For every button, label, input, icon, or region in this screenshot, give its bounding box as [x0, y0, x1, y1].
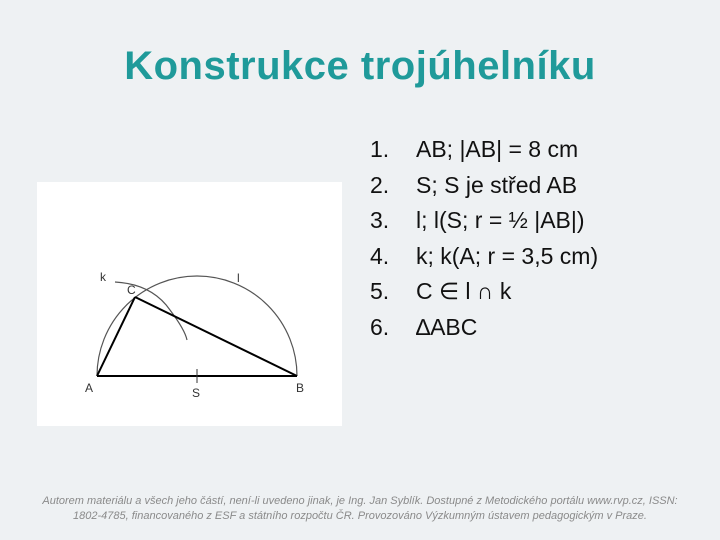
label-a: A: [85, 381, 94, 395]
step-text: l; l(S; r = ½ |AB|): [416, 207, 585, 234]
construction-steps-list: [370, 132, 598, 345]
page-title: Konstrukce trojúhelníku: [124, 44, 596, 88]
step-number: 2.: [370, 171, 390, 198]
step-text: AB; |AB| = 8 cm: [416, 136, 579, 163]
label-k: k: [100, 270, 106, 284]
step-number: 4.: [370, 242, 390, 269]
label-s: S: [192, 386, 201, 400]
label-b: B: [296, 381, 305, 395]
step-text: ∆ABC: [416, 313, 478, 340]
segment-cb: [135, 297, 297, 376]
list-item: [370, 132, 598, 168]
list-item: [370, 310, 598, 346]
triangle-construction-figure: [37, 182, 342, 426]
step-number: 6.: [370, 313, 390, 340]
step-number: 1.: [370, 136, 390, 163]
step-text: S; S je střed AB: [416, 171, 578, 198]
label-c: C: [127, 283, 136, 297]
list-item: [370, 274, 598, 310]
copyright-footer: Autorem materiálu a všech jeho částí, není-li uvedeno jinak, je Ing. Jan Syblík. Dostupné z Metodického portálu www.rvp.cz, ISSN: 1802-4785, financovaného z ESF a státního rozpočtu ČR. Provozováno Výzkumným ústavem pedagogickým v Praze.: [42, 495, 678, 522]
list-item: [370, 203, 598, 239]
list-item: [370, 168, 598, 204]
segment-ac: [97, 297, 135, 376]
list-item: [370, 239, 598, 275]
label-l: l: [237, 271, 240, 285]
construction-drawing: [37, 182, 342, 426]
circle-k-arc: [115, 282, 187, 340]
step-text: C ∈ l ∩ k: [416, 278, 512, 305]
step-number: 5.: [370, 278, 390, 305]
step-text: k; k(A; r = 3,5 cm): [416, 242, 599, 269]
step-number: 3.: [370, 207, 390, 234]
